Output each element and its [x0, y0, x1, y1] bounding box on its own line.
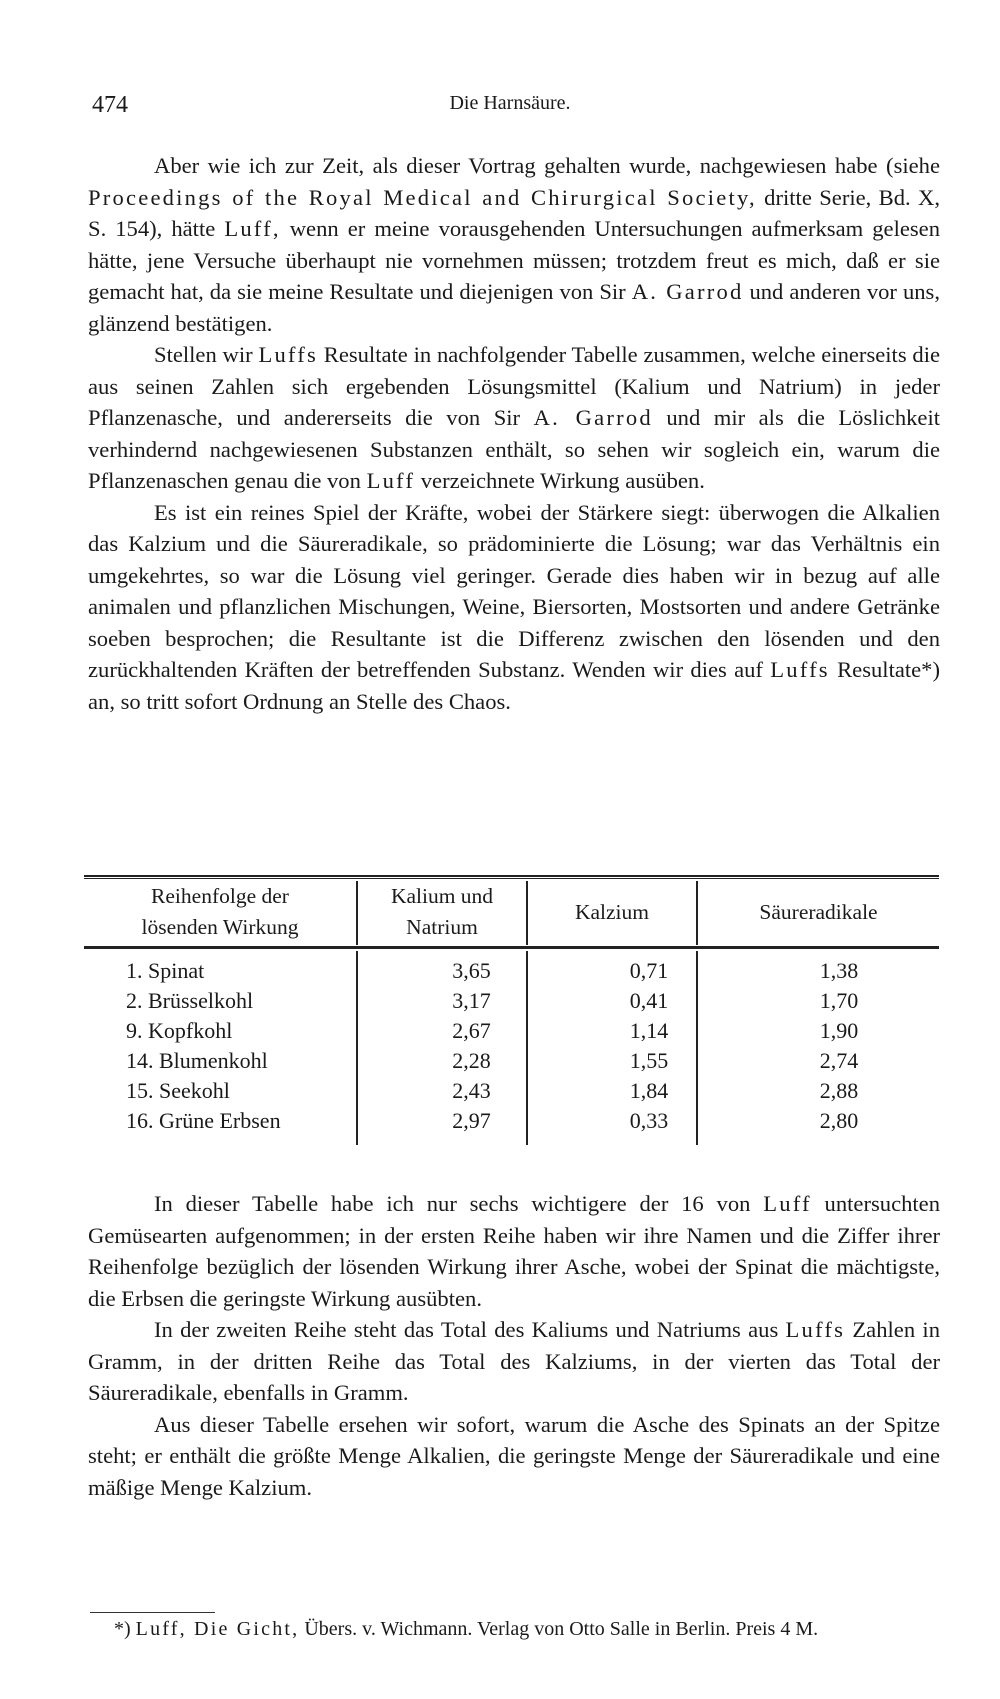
header-order-line2: lösenden Wirkung	[141, 915, 299, 939]
emphasized-name: A. Garrod	[631, 279, 744, 304]
cell-kalium-natrium: 3,17	[452, 988, 491, 1013]
cell-kalzium: 1,55	[629, 1048, 669, 1073]
text-run: Stellen wir	[154, 342, 259, 367]
footnote-author: Luff, Die Gicht,	[135, 1618, 300, 1640]
cell-saeureradikale: 1,38	[819, 958, 859, 983]
cell-saeureradikale: 1,90	[819, 1018, 859, 1043]
table-row	[84, 1015, 939, 1047]
page-number: 474	[92, 92, 128, 118]
table-row	[84, 1045, 939, 1077]
paragraph	[88, 150, 940, 339]
cell-saeureradikale: 2,80	[819, 1108, 859, 1133]
cell-kalzium: 0,71	[629, 958, 669, 983]
table-row	[84, 1075, 939, 1107]
paragraph	[88, 497, 940, 718]
running-title: Die Harnsäure.	[449, 92, 571, 114]
cell-saeureradikale: 2,74	[819, 1048, 859, 1073]
text-run: Zahlen in Gramm, in der dritten Reihe das Total des Kalziums, in der vierten das Total der Säureradikale, ebenfalls in Gramm.	[88, 1317, 940, 1405]
text-run: In der zweiten Reihe steht das Total des Kaliums und Natriums aus	[154, 1317, 786, 1342]
text-run: Aber wie ich zur Zeit, als dieser Vortrag gehalten wurde, nachgewiesen habe (siehe	[154, 153, 940, 178]
footnote-rule	[90, 1612, 215, 1613]
table-header-kalzium: Kalzium	[574, 900, 650, 924]
footnote-text: Übers. v. Wichmann. Verlag von Otto Salle in Berlin. Preis 4 M.	[299, 1618, 819, 1640]
page-header	[92, 92, 928, 122]
emphasized-name: Luffs	[785, 1317, 846, 1342]
text-run: dritte Serie, Bd. X, S. 154), hätte	[88, 184, 940, 241]
table-row	[84, 1105, 939, 1137]
text-run: untersuchten Gemüsearten aufgenommen; in der ersten Reihe haben wir ihre Namen und die Ziffer ihrer Reihenfolge bezüglich der lösenden Wirkung ihrer Asche, wobei der Spinat die mächtigste, die Erbsen die geringste Wirkung ausübten.	[88, 1191, 940, 1311]
text-run: und anderen vor uns, glänzend bestätigen.	[88, 279, 940, 336]
cell-kalium-natrium: 2,67	[452, 1018, 491, 1043]
cell-vegetable: 9. Kopfkohl	[126, 1018, 233, 1043]
table-row	[84, 955, 939, 987]
footnote-marker: *)	[114, 1618, 131, 1640]
paragraph	[88, 1409, 940, 1504]
cell-vegetable: 14. Blumenkohl	[126, 1048, 268, 1073]
cell-vegetable: 2. Brüsselkohl	[126, 988, 254, 1013]
cell-kalzium: 1,14	[629, 1018, 669, 1043]
table-header-rule	[84, 946, 939, 949]
header-order-line1: Reihenfolge der	[151, 884, 289, 908]
cell-vegetable: 16. Grüne Erbsen	[126, 1108, 281, 1133]
table-top-rule-thin	[84, 878, 939, 879]
cell-kalium-natrium: 3,65	[452, 958, 491, 983]
table-row	[84, 985, 939, 1017]
emphasized-name: Luffs	[770, 657, 830, 682]
paragraph	[88, 1314, 940, 1409]
cell-saeureradikale: 1,70	[819, 988, 859, 1013]
cell-kalzium: 1,84	[629, 1078, 669, 1103]
cell-kalium-natrium: 2,97	[452, 1108, 491, 1133]
text-run: wenn er meine vorausgehenden Untersuchungen aufmerksam gelesen hätte, jene Versuche überhaupt nie vornehmen müssen; trotzdem freut es mich, daß er sie gemacht hat, da sie meine Resultate und diejenigen von Sir	[88, 216, 940, 304]
cell-kalzium: 0,33	[629, 1108, 669, 1133]
emphasized-name: A. Garrod	[533, 405, 653, 430]
header-kalium-line2: Natrium	[406, 915, 478, 939]
text-run: In dieser Tabelle habe ich nur sechs wichtigere der 16 von	[154, 1191, 764, 1216]
table-top-rule	[84, 875, 939, 877]
paragraph	[88, 339, 940, 497]
body-text-top	[88, 150, 940, 717]
table-header-kalium	[358, 881, 526, 943]
emphasized-name: Luff	[763, 1191, 812, 1216]
table-header-order	[84, 881, 356, 943]
text-run: Resultate in nachfolgender Tabelle zusammen, welche einerseits die aus seinen Zahlen sich ergebenden Lösungsmittel (Kalium und Natrium) in jeder Pflanzenasche, und andererseits die von Sir	[88, 342, 940, 430]
cell-kalium-natrium: 2,43	[452, 1078, 491, 1103]
emphasized-name: Luff	[366, 468, 416, 493]
header-kalium-line1: Kalium und	[390, 884, 494, 908]
cell-vegetable: 15. Seekohl	[126, 1078, 230, 1103]
text-run: Aus dieser Tabelle ersehen wir sofort, warum die Asche des Spinats an der Spitze steht; er enthält die größte Menge Alkalien, die geringste Menge der Säureradikale und eine mäßige Menge Kalzium.	[88, 1411, 940, 1500]
emphasized-name: Luffs	[258, 342, 318, 367]
cell-vegetable: 1. Spinat	[126, 958, 205, 983]
paragraph	[88, 1188, 940, 1314]
cell-kalzium: 0,41	[629, 988, 669, 1013]
footnote	[82, 1614, 938, 1644]
emphasized-name: Proceedings of the Royal Medical and Chirurgical Society,	[88, 184, 757, 210]
text-run: Es ist ein reines Spiel der Kräfte, wobei der Stärkere siegt: überwogen die Alkalien das Kalzium und die Säureradikale, so prädominierte die Lösung; war das Verhältnis ein umgekehrtes, so war die Lösung viel geringer. Gerade dies haben wir in bezug auf alle animalen und pflanzlichen Mischungen, Weine, Biersorten, Mostsorten und andere Getränke soeben besprochen; die Resultante ist die Differenz zwischen den lösenden und den zurückhaltenden Kräften der betreffenden Substanz. Wenden wir dies auf	[88, 499, 940, 682]
text-run: und mir als die Löslichkeit verhindernd nachgewiesenen Substanzen enthält, so sehen wir sogleich ein, warum die Pflanzenaschen genau die von	[88, 405, 941, 493]
emphasized-name: Luff,	[224, 216, 281, 241]
text-run: Resultate*) an, so tritt sofort Ordnung an Stelle des Chaos.	[88, 657, 940, 714]
table-header-saeureradikale: Säureradikale	[759, 900, 878, 924]
text-run: verzeichnete Wirkung ausüben.	[415, 468, 705, 493]
cell-kalium-natrium: 2,28	[452, 1048, 491, 1073]
body-text-bottom	[88, 1188, 940, 1503]
cell-saeureradikale: 2,88	[819, 1078, 859, 1103]
